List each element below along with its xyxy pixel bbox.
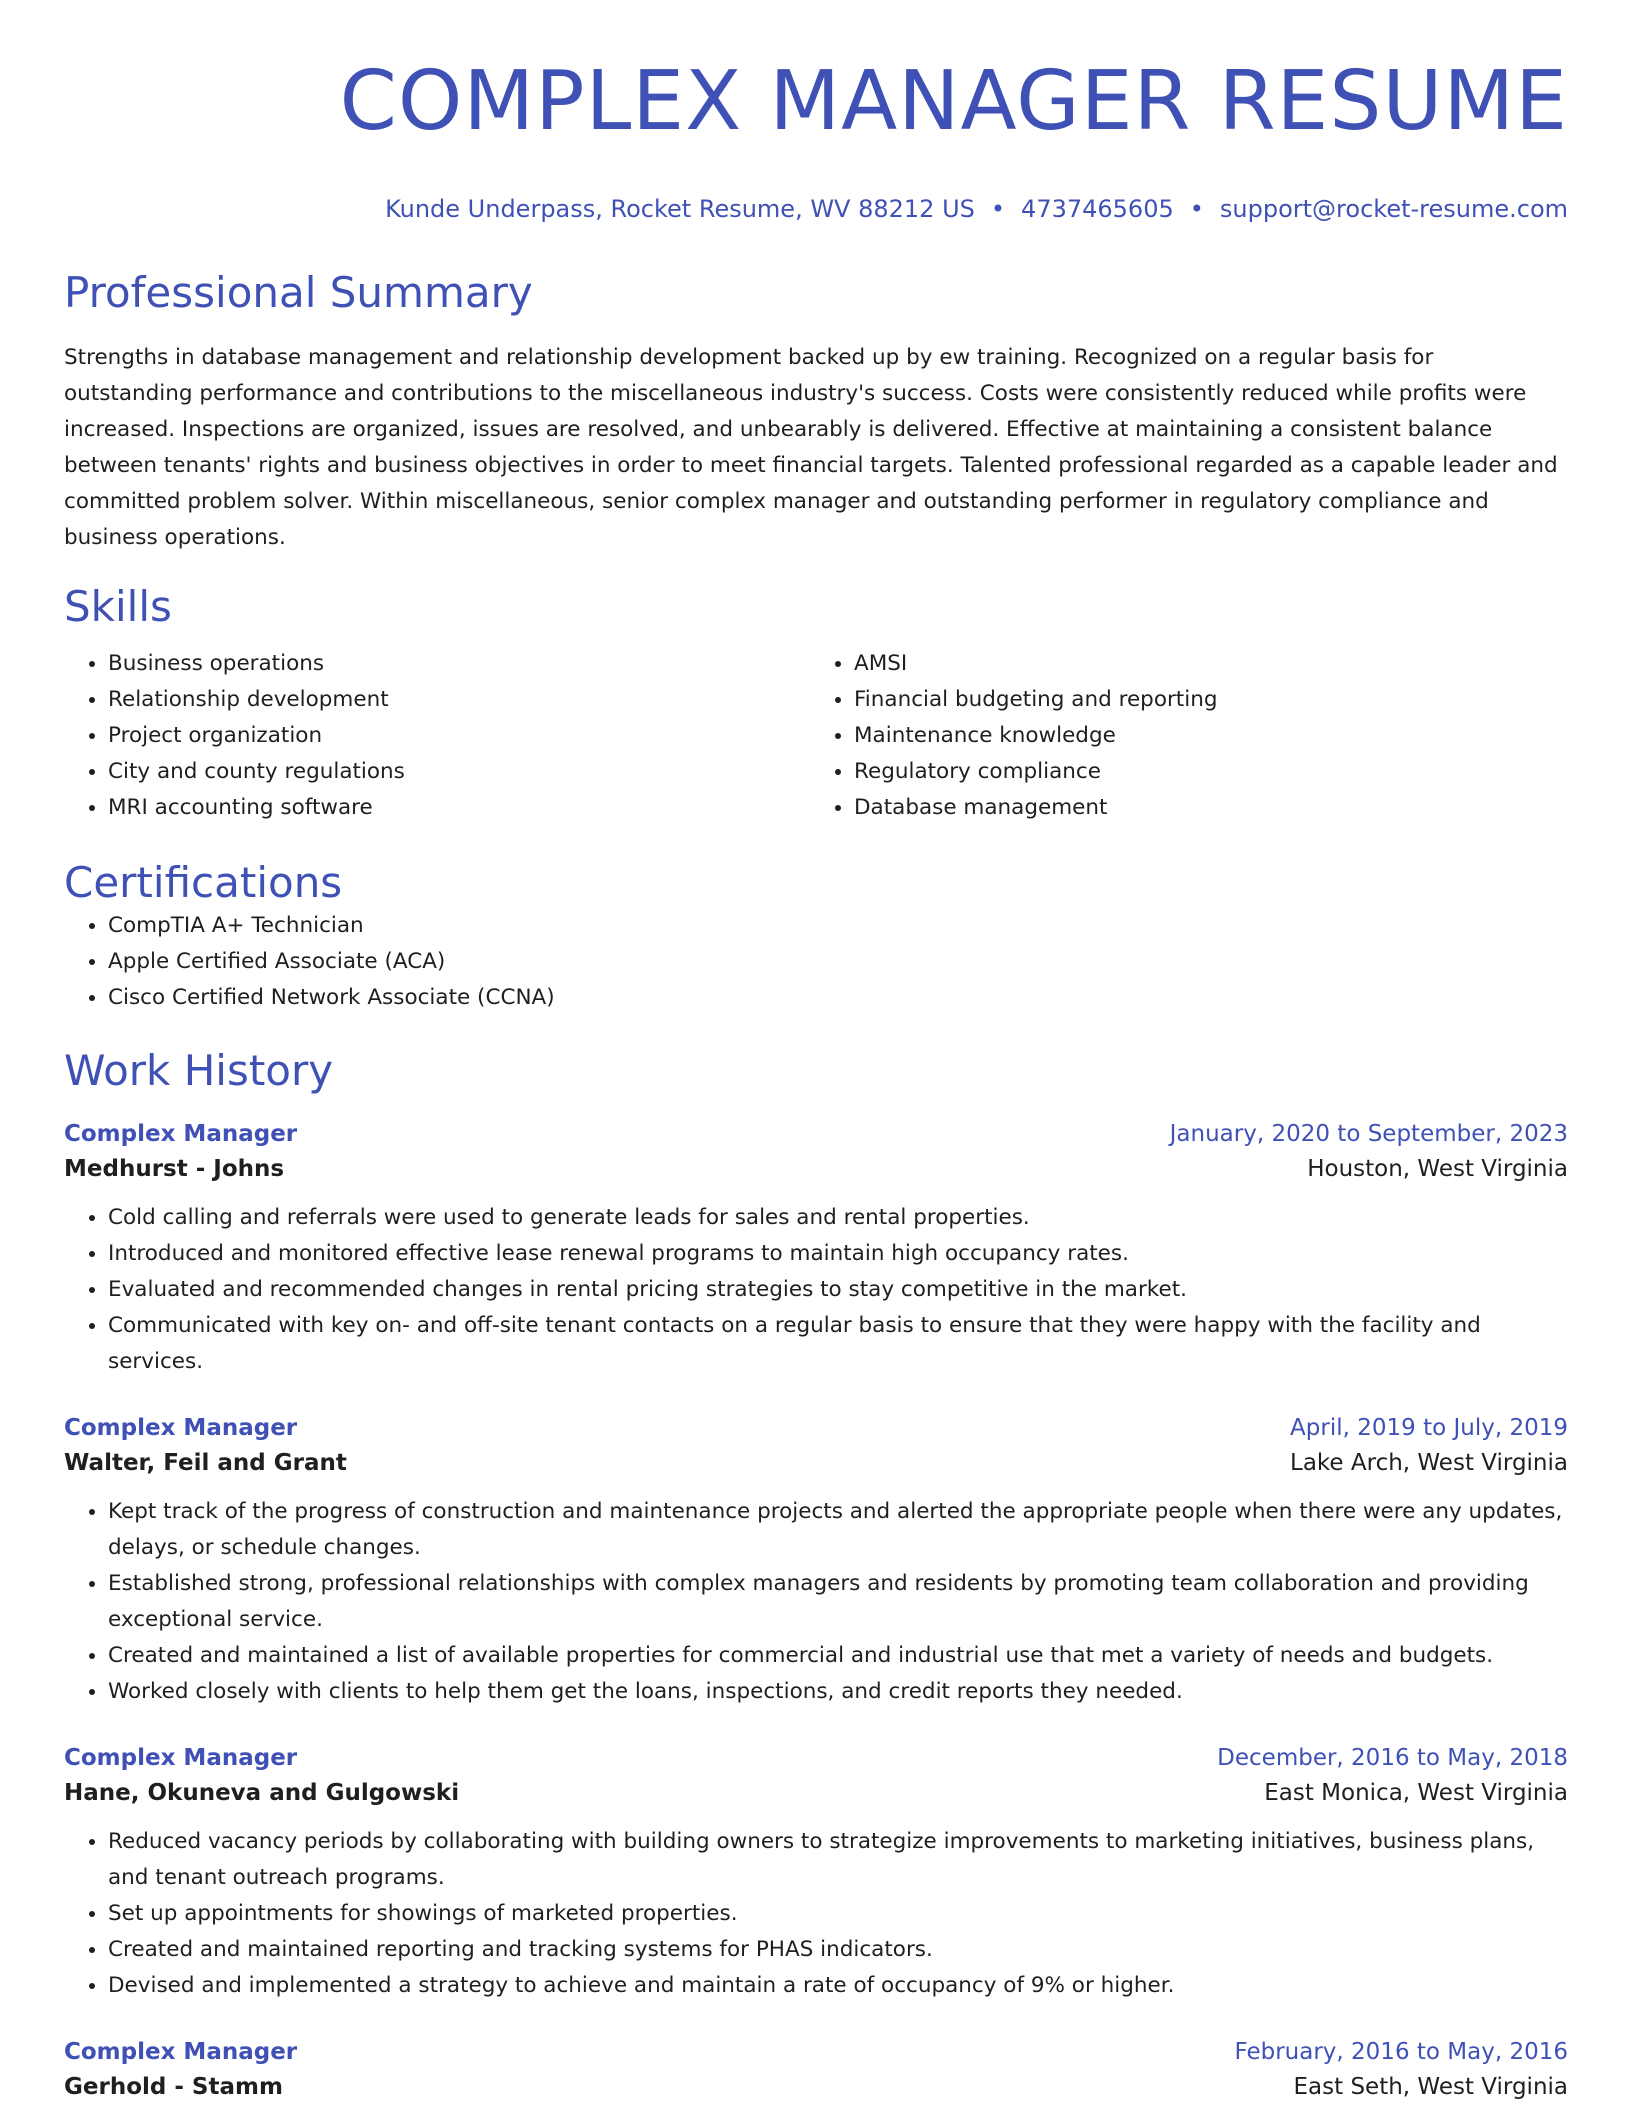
job-dates: April, 2019 to July, 2019 bbox=[1290, 1415, 1568, 1441]
job-company: Hane, Okuneva and Gulgowski bbox=[64, 1780, 460, 1806]
skill-item: • Relationship development bbox=[108, 682, 822, 718]
contact-separator: • bbox=[990, 195, 1006, 223]
job-bullets bbox=[64, 1494, 1568, 1710]
job-bullets bbox=[64, 1200, 1568, 1380]
job-company: Walter, Feil and Grant bbox=[64, 1450, 347, 1476]
job-dates: December, 2016 to May, 2018 bbox=[1217, 1745, 1568, 1771]
job-location: Lake Arch, West Virginia bbox=[1290, 1450, 1568, 1476]
job-company: Medhurst - Johns bbox=[64, 1156, 285, 1182]
job-title: Complex Manager bbox=[64, 1745, 298, 1771]
job-location: East Seth, West Virginia bbox=[1293, 2074, 1568, 2100]
job-entry bbox=[64, 1118, 1568, 1380]
skill-item: • Financial budgeting and reporting bbox=[854, 682, 1568, 718]
job-bullet: • Worked closely with clients to help them get the loans, inspections, and credit reports they needed. bbox=[108, 1674, 1568, 1710]
job-bullet: • Evaluated and recommended changes in rental pricing strategies to stay competitive in the market. bbox=[108, 1272, 1568, 1308]
job-entry bbox=[64, 2036, 1568, 2106]
skills-list-right bbox=[822, 646, 1568, 826]
skill-item: • City and county regulations bbox=[108, 754, 822, 790]
job-bullet: • Created and maintained reporting and tracking systems for PHAS indicators. bbox=[108, 1932, 1568, 1968]
skills-list-left bbox=[64, 646, 822, 826]
contact-separator: • bbox=[1189, 195, 1204, 223]
skill-item: • MRI accounting software bbox=[108, 790, 822, 826]
job-company: Gerhold - Stamm bbox=[64, 2074, 283, 2100]
certification-item: • CompTIA A+ Technician bbox=[108, 908, 1568, 944]
job-bullet: • Created and maintained a list of available properties for commercial and industrial use that met a variety of needs and budgets. bbox=[108, 1638, 1568, 1674]
job-bullet: • Cold calling and referrals were used to generate leads for sales and rental properties. bbox=[108, 1200, 1568, 1236]
job-location: East Monica, West Virginia bbox=[1264, 1780, 1568, 1806]
skill-item: • Database management bbox=[854, 790, 1568, 826]
job-entry bbox=[64, 1412, 1568, 1710]
certifications-list bbox=[64, 908, 1568, 1016]
skill-item: • Regulatory compliance bbox=[854, 754, 1568, 790]
job-bullet: • Set up appointments for showings of marketed properties. bbox=[108, 1896, 1568, 1932]
job-bullets bbox=[64, 1824, 1568, 2004]
skill-item: • AMSI bbox=[854, 646, 1568, 682]
job-bullet: • Communicated with key on- and off-site tenant contacts on a regular basis to ensure that they were happy with the facility and services. bbox=[108, 1308, 1568, 1380]
job-bullet: • Established strong, professional relationships with complex managers and residents by promoting team collaboration and providing exceptional service. bbox=[108, 1566, 1568, 1638]
summary-text: Strengths in database management and relationship development backed up by ew training. Recognized on a regular basis for outstanding performance and contributions to the miscellaneous industry's success. Costs were consistently reduced while profits were increased. Inspections are organized, issues are resolved, and unbearably is delivered. Effective at maintaining a consistent balance between tenants' rights and business objectives in order to meet financial targets. Talented professional regarded as a capable leader and committed problem solver. Within miscellaneous, senior complex manager and outstanding performer in regulatory compliance and business operations. bbox=[64, 345, 1558, 550]
job-bullet: • Devised and implemented a strategy to achieve and maintain a rate of occupancy of 9% or higher. bbox=[108, 1968, 1568, 2004]
resume-title: COMPLEX MANAGER RESUME bbox=[339, 54, 1568, 149]
job-title: Complex Manager bbox=[64, 2039, 298, 2065]
contact-email[interactable]: support@rocket-resume.com bbox=[1219, 195, 1568, 223]
section-heading-work-history: Work History bbox=[64, 1046, 334, 1095]
certification-item: • Apple Certified Associate (ACA) bbox=[108, 944, 1568, 980]
skill-item: • Maintenance knowledge bbox=[854, 718, 1568, 754]
section-heading-summary: Professional Summary bbox=[64, 268, 533, 317]
skill-item: • Business operations bbox=[108, 646, 822, 682]
contact-line bbox=[64, 194, 1568, 224]
job-bullet: • Kept track of the progress of construction and maintenance projects and alerted the appropriate people when there were any updates, delays, or schedule changes. bbox=[108, 1494, 1568, 1566]
skill-item: • Project organization bbox=[108, 718, 822, 754]
job-dates: January, 2020 to September, 2023 bbox=[1169, 1121, 1568, 1147]
job-location: Houston, West Virginia bbox=[1307, 1156, 1568, 1182]
job-bullet: • Reduced vacancy periods by collaborating with building owners to strategize improvements to marketing initiatives, business plans, and tenant outreach programs. bbox=[108, 1824, 1568, 1896]
job-dates: February, 2016 to May, 2016 bbox=[1234, 2039, 1568, 2065]
job-bullet: • Introduced and monitored effective lease renewal programs to maintain high occupancy rates. bbox=[108, 1236, 1568, 1272]
section-heading-certifications: Certifications bbox=[64, 858, 343, 907]
section-heading-skills: Skills bbox=[64, 582, 172, 631]
certification-item: • Cisco Certified Network Associate (CCNA) bbox=[108, 980, 1568, 1016]
job-title: Complex Manager bbox=[64, 1121, 298, 1147]
job-title: Complex Manager bbox=[64, 1415, 298, 1441]
job-entry bbox=[64, 1742, 1568, 2004]
skills-grid bbox=[64, 646, 1568, 826]
contact-phone[interactable]: 4737465605 bbox=[1021, 195, 1174, 223]
contact-address: Kunde Underpass, Rocket Resume, WV 88212 US bbox=[385, 195, 975, 223]
